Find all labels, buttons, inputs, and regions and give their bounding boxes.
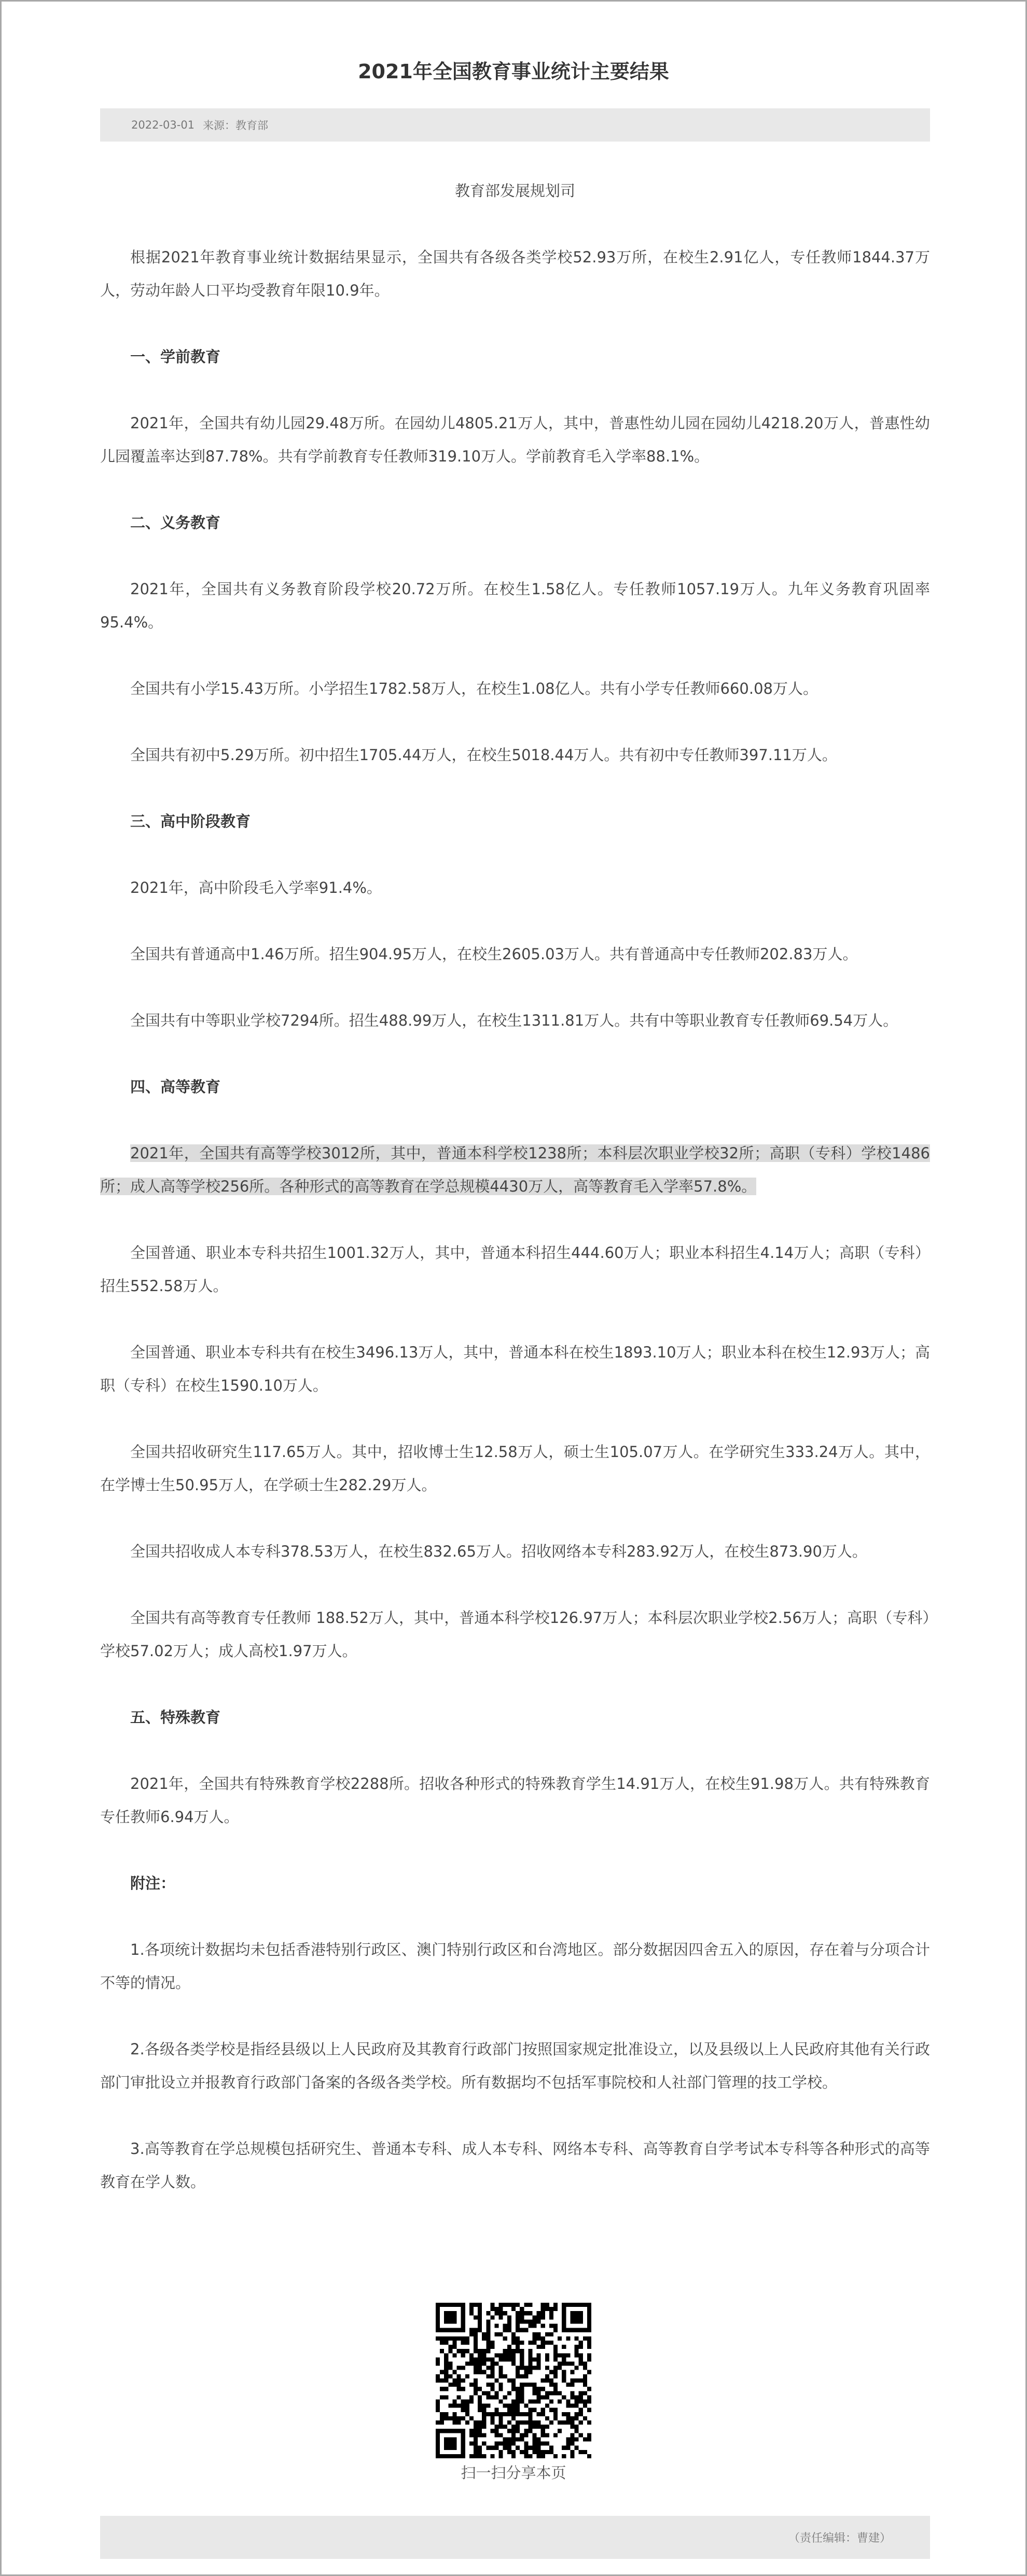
text-selection[interactable]: 2021年，全国共有高等学校3012所，其中，普通本科学校1238所；本科层次职业学校32所；高职（专科）学校1486所；成人高等学校256所。各种形式的高等教育在学总规模4430万人，高等教育毛入学率57.8%。 bbox=[100, 1144, 930, 1195]
editor-credit: （责任编辑：曹建） bbox=[788, 2532, 891, 2545]
paragraph: 2021年，全国共有特殊教育学校2288所。招收各种形式的特殊教育学生14.91万人，在校生91.98万人。共有特殊教育专任教师6.94万人。 bbox=[100, 1775, 930, 1826]
share-block bbox=[2, 2303, 1025, 2483]
paragraph: 2021年，全国共有义务教育阶段学校20.72万所。在校生1.58亿人。专任教师1057.19万人。九年义务教育巩固率95.4%。 bbox=[100, 580, 930, 631]
paragraph: 1.各项统计数据均未包括香港特别行政区、澳门特别行政区和台湾地区。部分数据因四舍五入的原因，存在着与分项合计不等的情况。 bbox=[100, 1941, 930, 1992]
paragraph: 2021年，全国共有幼儿园29.48万所。在园幼儿4805.21万人，其中，普惠性幼儿园在园幼儿4218.20万人，普惠性幼儿园覆盖率达到87.78%。共有学前教育专任教师319.10万人。学前教育毛入学率88.1%。 bbox=[100, 414, 930, 465]
paragraph: 全国普通、职业本专科共有在校生3496.13万人，其中，普通本科在校生1893.10万人；职业本科在校生12.93万人；高职（专科）在校生1590.10万人。 bbox=[100, 1343, 930, 1394]
paragraph: 2021年，高中阶段毛入学率91.4%。 bbox=[130, 879, 382, 897]
section-heading: 三、高中阶段教育 bbox=[130, 813, 251, 830]
article-body bbox=[100, 174, 930, 2232]
paragraph: 全国共有高等教育专任教师 188.52万人，其中，普通本科学校126.97万人；本科层次职业学校2.56万人；高职（专科）学校57.02万人；成人高校1.97万人。 bbox=[100, 1609, 930, 1660]
meta-bar bbox=[100, 108, 930, 142]
section-heading: 一、学前教育 bbox=[130, 348, 221, 366]
department-name: 教育部发展规划司 bbox=[454, 182, 575, 200]
share-label: 扫一扫分享本页 bbox=[461, 2464, 566, 2482]
qr-code-icon[interactable] bbox=[436, 2303, 591, 2458]
publish-date: 2022-03-01 bbox=[131, 119, 195, 131]
section-heading: 附注： bbox=[130, 1874, 176, 1892]
section-heading: 五、特殊教育 bbox=[130, 1709, 221, 1726]
paragraph: 全国共有初中5.29万所。初中招生1705.44万人，在校生5018.44万人。共有初中专任教师397.11万人。 bbox=[130, 746, 837, 764]
paragraph: 全国普通、职业本专科共招生1001.32万人，其中，普通本科招生444.60万人；职业本科招生4.14万人；高职（专科）招生552.58万人。 bbox=[100, 1244, 930, 1295]
paragraph: 2.各级各类学校是指经县级以上人民政府及其教育行政部门按照国家规定批准设立，以及县级以上人民政府其他有关行政部门审批设立并报教育行政部门备案的各级各类学校。所有数据均不包括军事院校和人社部门管理的技工学校。 bbox=[100, 2040, 930, 2091]
section-heading: 四、高等教育 bbox=[130, 1078, 221, 1096]
footer-bar bbox=[100, 2516, 930, 2559]
paragraph: 全国共有普通高中1.46万所。招生904.95万人，在校生2605.03万人。共有普通高中专任教师202.83万人。 bbox=[130, 945, 858, 963]
paragraph: 全国共招收研究生117.65万人。其中，招收博士生12.58万人，硕士生105.07万人。在学研究生333.24万人。其中，在学博士生50.95万人，在学硕士生282.29万人。 bbox=[100, 1443, 930, 1494]
paragraph: 全国共有小学15.43万所。小学招生1782.58万人，在校生1.08亿人。共有小学专任教师660.08万人。 bbox=[130, 680, 818, 697]
paragraph: 根据2021年教育事业统计数据结果显示，全国共有各级各类学校52.93万所，在校生2.91亿人，专任教师1844.37万人，劳动年龄人口平均受教育年限10.9年。 bbox=[100, 248, 930, 299]
page-title: 2021年全国教育事业统计主要结果 bbox=[358, 60, 669, 83]
source-label: 来源：教育部 bbox=[203, 119, 269, 132]
section-heading: 二、义务教育 bbox=[130, 514, 221, 531]
paragraph: 3.高等教育在学总规模包括研究生、普通本专科、成人本专科、网络本专科、高等教育自学考试本专科等各种形式的高等教育在学人数。 bbox=[100, 2140, 930, 2191]
paragraph: 全国共有中等职业学校7294所。招生488.99万人，在校生1311.81万人。共有中等职业教育专任教师69.54万人。 bbox=[130, 1012, 898, 1029]
paragraph-selected bbox=[100, 1137, 930, 1203]
paragraph: 全国共招收成人本专科378.53万人，在校生832.65万人。招收网络本专科283.92万人，在校生873.90万人。 bbox=[130, 1543, 867, 1560]
